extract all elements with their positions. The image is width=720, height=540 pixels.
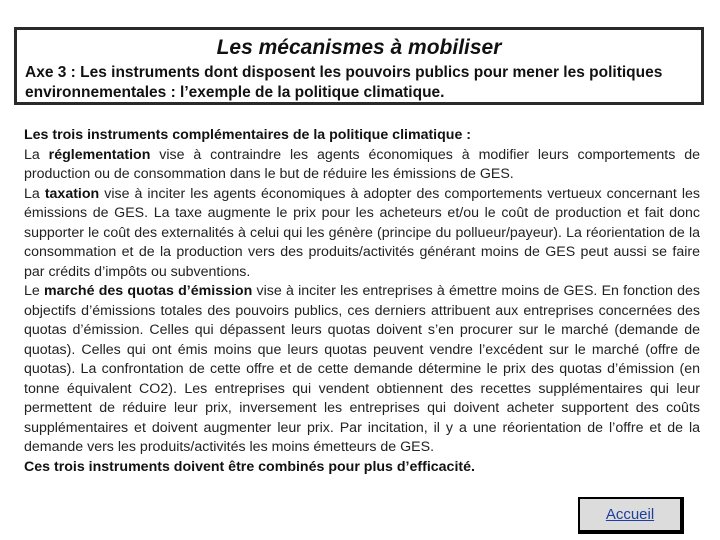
marche-intro: Le — [24, 283, 45, 299]
marche-text: vise à inciter les entreprises à émettre moins de GES. En fonction des objectifs d’émissions totales des pouvoirs publics, ces derniers attribuent aux entreprises concernées des quotas d’émission. Celles qui dépassent leurs quotas doivent s’en procurer sur le marché (demande de quotas). Celles qui ont émis moins que leurs quotas peuvent vendre l’excédent sur le marché (offre de quotas). La confrontation de cette offre et de cette demande détermine le prix des quotas d’émission (en tonne équivalent CO2). Les entreprises qui vendent obtiennent des recettes supplémentaires qui leur permettent de réduire leur prix, inversement les entreprises qui doivent acheter supportent des coûts supplémentaires et doivent augmenter leur prix. Par incitation, il y a une réorientation de l’offre et de la demande vers les produits/activités les moins émetteurs de GES. — [24, 283, 700, 455]
accueil-button[interactable]: Accueil — [578, 497, 684, 534]
body-text — [24, 126, 700, 477]
header-box — [14, 27, 704, 105]
page-title: Les mécanismes à mobiliser — [216, 36, 502, 59]
reglementation-term: réglementation — [48, 146, 151, 163]
taxation-text: vise à inciter les agents économiques à adopter des comportements vertueux concernant les émissions de GES. La taxe augmente le prix pour les acheteurs et/ou le coût de production et fait donc supporter le coût des externalités à celui qui les génère (principe du pollueur/payeur). La réorientation de la consommation et de la production vers des produits/activités générant moins de GES peut aussi se faire par crédits d’impôts ou subventions. — [24, 185, 700, 280]
paragraph-marche-quotas — [24, 282, 700, 458]
axis-subtitle: Axe 3 : Les instruments dont disposent les pouvoirs publics pour mener les politiques environnementales : l’exemple de la politique climatique. — [25, 64, 663, 101]
paragraph-reglementation — [24, 146, 700, 185]
section-heading: Les trois instruments complémentaires de la politique climatique : — [24, 127, 472, 143]
taxation-intro: La — [24, 185, 45, 202]
paragraph-taxation — [24, 185, 700, 283]
reglementation-text: vise à contraindre les agents économiques à modifier leurs comportements de production ou de consommation dans le but de réduire les émissions de GES. — [24, 146, 700, 182]
reglementation-intro: La — [24, 146, 49, 163]
taxation-term: taxation — [44, 185, 100, 202]
marche-term: marché des quotas d’émission — [44, 283, 253, 299]
conclusion: Ces trois instruments doivent être combinés pour plus d’efficacité. — [24, 458, 475, 475]
